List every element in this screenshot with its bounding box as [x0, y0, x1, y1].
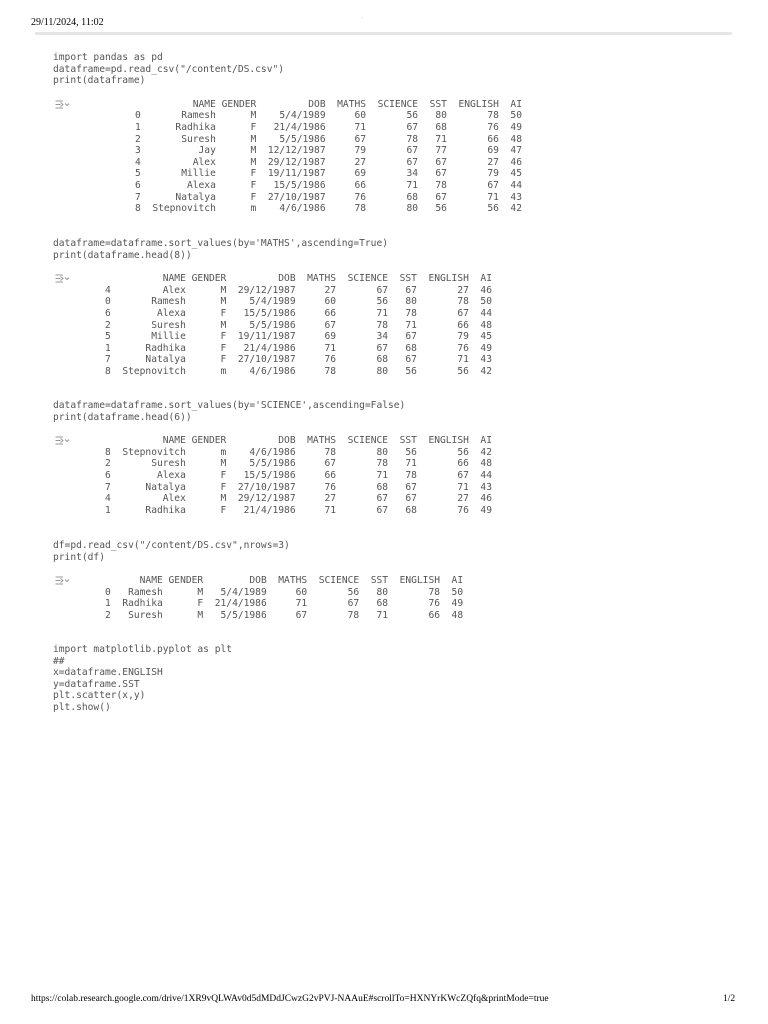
table-row: 3 Jay M 12/12/1987 79 67 77 69 47	[135, 145, 522, 157]
dataframe-output	[105, 435, 768, 516]
table-header-row: NAME GENDER DOB MATHS SCIENCE SST ENGLISH AI	[105, 435, 492, 447]
table-row: 5 Millie F 19/11/1987 69 34 67 79 45	[135, 168, 522, 180]
output-collapse-icon[interactable]	[55, 576, 70, 585]
table-row: 6 Alexa F 15/5/1986 66 71 78 67 44	[105, 469, 492, 481]
table-row: 2 Suresh M 5/5/1986 67 78 71 66 48	[105, 458, 492, 470]
code-line: print(dataframe.head(6))	[53, 411, 192, 423]
code-block	[53, 52, 738, 87]
print-footer-page-number: 1/2	[723, 994, 736, 1004]
table-row: 1 Radhika F 21/4/1986 71 67 68 76 49	[105, 342, 492, 354]
code-block	[53, 238, 738, 261]
table-row: 1 Radhika F 21/4/1986 71 67 68 76 49	[105, 598, 464, 610]
code-block	[53, 644, 738, 714]
notebook-cell	[53, 540, 738, 622]
table-row: 7 Natalya F 27/10/1987 76 68 67 71 43	[105, 354, 492, 366]
print-header-datetime: 29/11/2024, 11:02	[31, 17, 104, 28]
top-divider	[35, 32, 732, 35]
table-row: 7 Natalya F 27/10/1987 76 68 67 71 43	[105, 481, 492, 493]
table-row: 7 Natalya F 27/10/1987 76 68 67 71 43	[135, 191, 522, 203]
code-line: print(dataframe)	[53, 75, 146, 87]
code-line: plt.show()	[53, 701, 111, 713]
output-collapse-icon[interactable]	[55, 100, 70, 109]
table-row: 1 Radhika F 21/4/1986 71 67 68 76 49	[135, 121, 522, 133]
table-row: 0 Ramesh M 5/4/1989 60 56 80 78 50	[135, 110, 522, 122]
output-collapse-icon[interactable]	[55, 436, 70, 445]
code-line: df=pd.read_csv("/content/DS.csv",nrows=3)	[53, 540, 290, 551]
table-row: 6 Alexa F 15/5/1986 66 71 78 67 44	[105, 307, 492, 319]
output-block	[53, 435, 738, 516]
notebook-cell	[53, 52, 738, 215]
output-block	[53, 575, 738, 621]
code-line: y=dataframe.SST	[53, 678, 140, 690]
code-line: x=dataframe.ENGLISH	[53, 667, 163, 679]
output-collapse-icon[interactable]	[55, 274, 70, 283]
table-row: 4 Alex M 29/12/1987 27 67 67 27 46	[135, 156, 522, 168]
print-header-mark: -	[361, 15, 363, 21]
table-row: 2 Suresh M 5/5/1986 67 78 71 66 48	[135, 133, 522, 145]
notebook-cell	[53, 644, 738, 714]
table-row: 5 Millie F 19/11/1987 69 34 67 79 45	[105, 331, 492, 343]
table-row: 8 Stepnovitch m 4/6/1986 78 80 56 56 42	[105, 365, 492, 377]
table-row: 4 Alex M 29/12/1987 27 67 67 27 46	[105, 493, 492, 505]
table-row: 4 Alex M 29/12/1987 27 67 67 27 46	[105, 284, 492, 296]
notebook-cell	[53, 400, 738, 516]
code-line: dataframe=dataframe.sort_values(by='SCIENCE',ascending=False)	[53, 400, 406, 411]
table-row: 6 Alexa F 15/5/1986 66 71 78 67 44	[135, 179, 522, 191]
code-line: plt.scatter(x,y)	[53, 690, 146, 702]
dataframe-output	[105, 273, 768, 377]
table-row: 0 Ramesh M 5/4/1989 60 56 80 78 50	[105, 296, 492, 308]
code-block	[53, 540, 738, 563]
code-block	[53, 400, 738, 423]
table-row: 2 Suresh M 5/5/1986 67 78 71 66 48	[105, 609, 464, 621]
dataframe-output	[105, 575, 768, 621]
table-row: 8 Stepnovitch m 4/6/1986 78 80 56 56 42	[105, 446, 492, 458]
output-block	[53, 273, 738, 377]
code-line: import pandas as pd	[53, 52, 163, 63]
code-line: print(df)	[53, 551, 105, 563]
dataframe-output	[135, 99, 768, 215]
code-line: import matplotlib.pyplot as plt	[53, 644, 233, 655]
table-row: 1 Radhika F 21/4/1986 71 67 68 76 49	[105, 504, 492, 516]
output-block	[53, 99, 738, 215]
table-header-row: NAME GENDER DOB MATHS SCIENCE SST ENGLISH AI	[105, 273, 492, 285]
table-header-row: NAME GENDER DOB MATHS SCIENCE SST ENGLISH AI	[105, 575, 464, 587]
table-row: 0 Ramesh M 5/4/1989 60 56 80 78 50	[105, 586, 464, 598]
code-line: print(dataframe.head(8))	[53, 249, 192, 261]
print-footer-url: https://colab.research.google.com/drive/1XR9vQLWAv0d5dMDdJCwzG2vPVJ-NAAuE#scrollTo=HXNYrKWcZQfq&printMode=true	[31, 994, 549, 1004]
table-row: 2 Suresh M 5/5/1986 67 78 71 66 48	[105, 319, 492, 331]
notebook-cell	[53, 238, 738, 378]
table-row: 8 Stepnovitch m 4/6/1986 78 80 56 56 42	[135, 203, 522, 215]
code-line: dataframe=dataframe.sort_values(by='MATHS',ascending=True)	[53, 238, 389, 249]
code-line: dataframe=pd.read_csv("/content/DS.csv")	[53, 63, 285, 75]
table-header-row: NAME GENDER DOB MATHS SCIENCE SST ENGLISH AI	[135, 98, 522, 110]
code-line: ##	[53, 655, 65, 667]
